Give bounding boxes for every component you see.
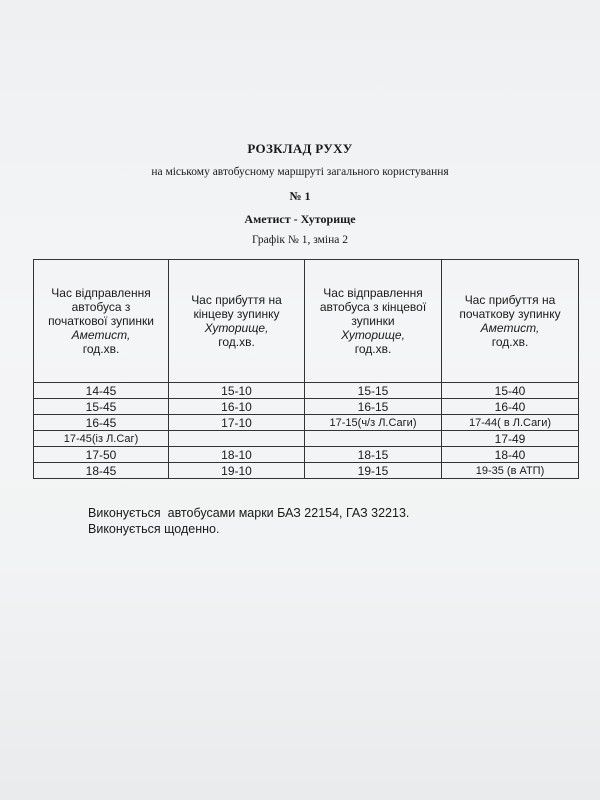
table-cell: 18-10 [169, 447, 305, 463]
table-cell: 17-10 [169, 415, 305, 431]
table-cell: 15-15 [305, 383, 442, 399]
header-unit: год.хв. [82, 342, 120, 356]
table-cell: 17-44( в Л.Саги) [442, 415, 579, 431]
table-cell: 19-35 (в АТП) [442, 463, 579, 479]
table-cell: 16-45 [34, 415, 169, 431]
header-line: Час відправлення [323, 286, 423, 300]
header-stop: Хуторище, [341, 328, 405, 342]
route-name: Аметист - Хуторище [244, 212, 356, 226]
schedule-table [33, 259, 579, 479]
header-line: Час відправлення [51, 286, 151, 300]
document-subtitle: на міському автобусному маршруті загального користування [151, 166, 449, 178]
table-cell: 17-45(із Л.Саг) [34, 431, 169, 447]
table-cell: 15-45 [34, 399, 169, 415]
table-cell [305, 431, 442, 447]
table-cell: 16-10 [169, 399, 305, 415]
table-row [34, 431, 579, 447]
table-cell: 17-50 [34, 447, 169, 463]
column-header [169, 260, 305, 383]
table-cell: 15-10 [169, 383, 305, 399]
table-cell: 19-10 [169, 463, 305, 479]
table-cell: 15-40 [442, 383, 579, 399]
table-row [34, 383, 579, 399]
table-cell [169, 431, 305, 447]
header-line: Час прибуття на [464, 293, 556, 307]
table-row [34, 447, 579, 463]
table-cell: 19-15 [305, 463, 442, 479]
header-line: автобуса з [71, 300, 131, 314]
document-title: РОЗКЛАД РУХУ [247, 141, 353, 156]
schedule-shift: Графік № 1, зміна 2 [252, 234, 348, 246]
header-line: автобуса з кінцевої [319, 300, 427, 314]
column-header [34, 260, 169, 383]
table-cell: 18-15 [305, 447, 442, 463]
table-cell: 16-40 [442, 399, 579, 415]
table-cell: 17-15(ч/з Л.Саги) [305, 415, 442, 431]
column-header [305, 260, 442, 383]
header-unit: год.хв. [218, 335, 255, 349]
header-line: Час прибуття на [191, 293, 282, 307]
header-unit: год.хв. [354, 342, 392, 356]
table-cell: 17-49 [442, 431, 579, 447]
footer-frequency: Виконується щоденно. [88, 522, 220, 536]
table-cell: 14-45 [34, 383, 169, 399]
header-line: початкової зупинки [48, 314, 154, 328]
table-cell: 18-45 [34, 463, 169, 479]
header-unit: год.хв. [491, 335, 529, 349]
route-number: № 1 [289, 189, 311, 203]
table-cell: 18-40 [442, 447, 579, 463]
table-row [34, 399, 579, 415]
header-line: початкову зупинку [459, 307, 561, 321]
header-stop: Аметист, [480, 321, 540, 335]
header-stop: Аметист, [71, 328, 131, 342]
table-cell: 16-15 [305, 399, 442, 415]
table-row [34, 463, 579, 479]
table-row [34, 415, 579, 431]
header-line: зупинки [351, 314, 395, 328]
column-header [442, 260, 579, 383]
header-stop: Хуторище, [204, 321, 269, 335]
footer-vehicles: Виконується автобусами марки БАЗ 22154, ГАЗ 32213. [88, 506, 410, 520]
table-header-row [34, 260, 579, 383]
header-line: кінцеву зупинку [193, 307, 280, 321]
